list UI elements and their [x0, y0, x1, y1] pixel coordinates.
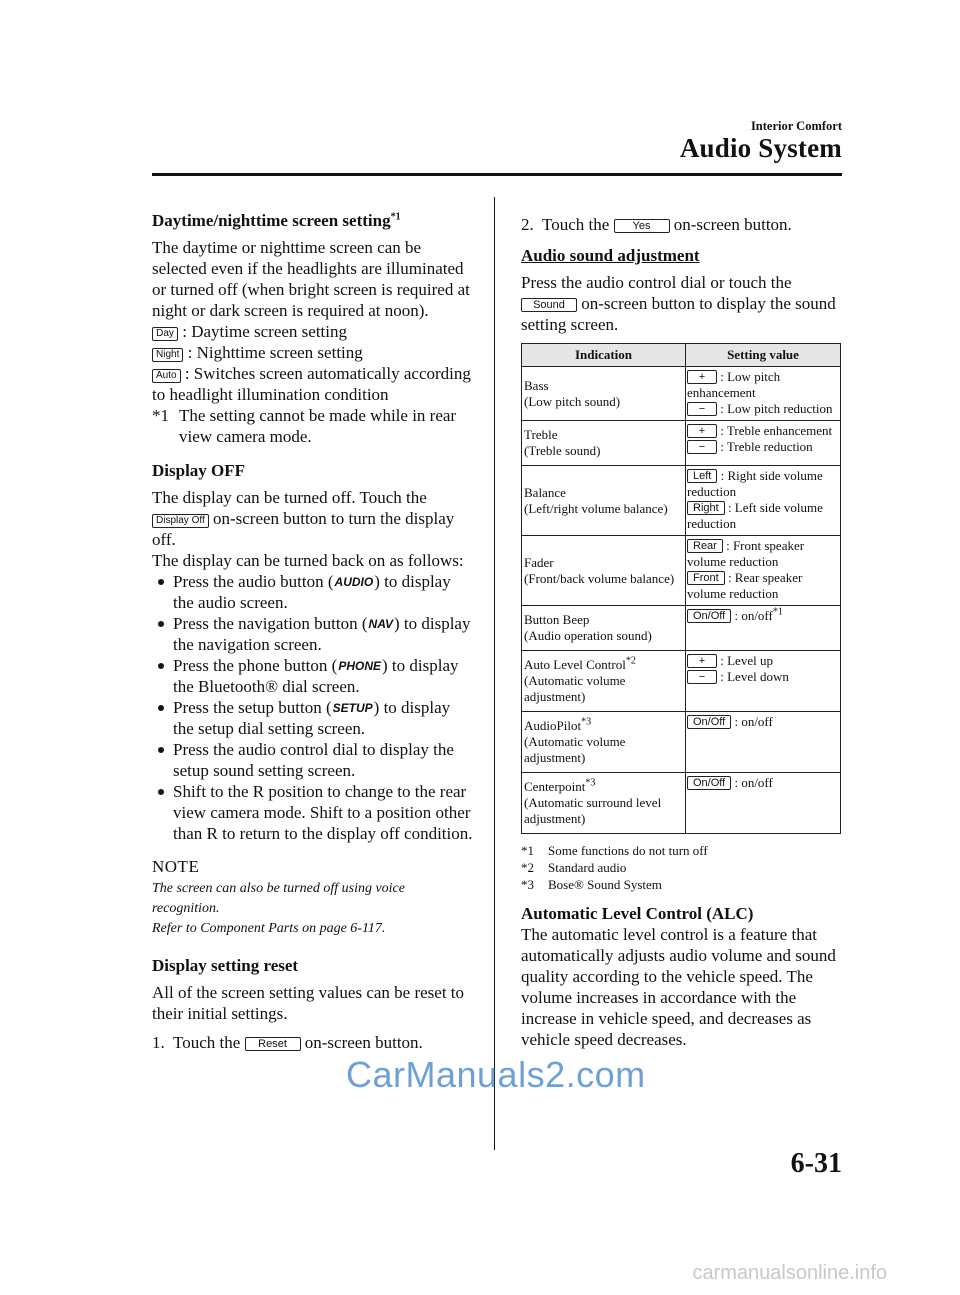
setting-value-cell — [686, 536, 841, 606]
sound-button-icon: Sound — [521, 298, 577, 312]
onscreen-button-icon: − — [687, 670, 717, 684]
setting-value-item: + : Low pitch enhancement — [687, 369, 781, 400]
footer-link[interactable]: carmanualsonline.info — [692, 1262, 887, 1284]
daynight-item-day: Day : Daytime screen setting — [152, 321, 474, 342]
note-text-1: The screen can also be turned off using voice recognition. — [152, 881, 405, 916]
watermark: CarManuals2.com — [346, 1054, 646, 1095]
reset-heading: Display setting reset — [152, 956, 299, 975]
column-divider — [494, 197, 495, 1150]
table-header-indication: Indication — [522, 344, 686, 367]
reset-step-2: 2. Touch the Yes on-screen button. — [521, 215, 792, 234]
chapter-title: Audio System — [679, 133, 842, 163]
setting-value-cell — [686, 651, 841, 712]
onscreen-button-icon: − — [687, 402, 717, 416]
reset-step-1: 1. Touch the Reset on-screen button. — [152, 1033, 423, 1052]
indication-cell: AudioPilot$^{*3}$ (Automatic volume adjustment) — [522, 712, 686, 773]
left-column — [152, 210, 474, 1053]
indication-cell: Auto Level Control$^{*2}$ (Automatic volume adjustment) — [522, 651, 686, 712]
table-header-setting-value: Setting value — [686, 344, 841, 367]
indication-cell: Treble (Treble sound) — [522, 421, 686, 466]
list-item: Press the audio control dial to display the setup sound setting screen. — [152, 739, 474, 781]
table-row — [522, 606, 841, 651]
table-row — [522, 466, 841, 536]
setting-value-item: Left : Right side volume reduction — [687, 468, 823, 499]
list-item: Press the navigation button (NAV) to display the navigation screen. — [152, 613, 474, 655]
header-rule — [152, 173, 842, 176]
day-button-icon: Day — [152, 327, 178, 341]
list-item: Shift to the R position to change to the rear view camera mode. Shift to a position other than R to return to the display off condition. — [152, 781, 474, 844]
note-heading: NOTE — [152, 857, 200, 876]
table-row — [522, 536, 841, 606]
display-off-body: The display can be turned off. Touch the Display Off on-screen button to turn the display off. — [152, 488, 455, 549]
table-row — [522, 421, 841, 466]
section-title: Interior Comfort — [750, 119, 842, 133]
onscreen-button-icon: On/Off — [687, 776, 731, 790]
right-column — [521, 214, 843, 1050]
note-text-2: Refer to Component Parts on page 6-117. — [152, 921, 386, 936]
phone-button-icon: PHONE — [338, 659, 382, 673]
indication-cell: Balance (Left/right volume balance) — [522, 466, 686, 536]
reset-button-icon: Reset — [245, 1037, 301, 1051]
list-item: Press the audio button (AUDIO) to display the audio screen. — [152, 571, 474, 613]
onscreen-button-icon: Right — [687, 501, 725, 515]
night-button-icon: Night — [152, 348, 183, 362]
daynight-item-auto: Auto : Switches screen automatically according to headlight illumination condition — [152, 364, 471, 404]
display-off-button-icon: Display Off — [152, 514, 209, 528]
alc-body: The automatic level control is a feature that automatically adjusts audio volume and sound quality according to the vehicle speed. The volume increases in accordance with the increase in vehicle speed, and decreases as vehicle speed decreases. — [521, 925, 836, 1049]
onscreen-button-icon: Left — [687, 469, 717, 483]
nav-button-icon: NAV — [368, 617, 393, 631]
setting-value-item: + : Level up — [687, 653, 840, 669]
setting-value-cell — [686, 773, 841, 834]
onscreen-button-icon: + — [687, 424, 717, 438]
list-item: Press the setup button (SETUP) to display the setup dial setting screen. — [152, 697, 474, 739]
setting-value-cell — [686, 606, 841, 651]
onscreen-button-icon: Front — [687, 571, 725, 585]
setting-value-item: Front : Rear speaker volume reduction — [687, 570, 803, 601]
daynight-footnote: *1 The setting cannot be made while in rear view camera mode. — [152, 406, 457, 446]
setting-value-item: On/Off : on/off — [687, 714, 840, 730]
onscreen-button-icon: + — [687, 654, 717, 668]
display-on-list — [152, 571, 474, 844]
audio-button-icon: AUDIO — [334, 575, 374, 589]
setting-value-item: On/Off : on/off$^{*1}$ — [687, 608, 840, 624]
table-row — [522, 773, 841, 834]
setting-value-item: Right : Left side volume reduction — [687, 500, 823, 531]
onscreen-button-icon: On/Off — [687, 715, 731, 729]
table-footnotes: *1 Some functions do not turn off *2 Standard audio *3 Bose® Sound System — [521, 843, 708, 892]
onscreen-button-icon: − — [687, 440, 717, 454]
indication-cell: Fader (Front/back volume balance) — [522, 536, 686, 606]
table-row — [522, 367, 841, 421]
setting-value-item: − : Treble reduction — [687, 439, 840, 455]
reset-body: All of the screen setting values can be reset to their initial settings. — [152, 983, 465, 1023]
alc-heading: Automatic Level Control (ALC) — [521, 904, 754, 923]
setting-value-cell — [686, 712, 841, 773]
display-on-intro: The display can be turned back on as follows: — [152, 551, 464, 570]
sound-heading: Audio sound adjustment — [521, 246, 700, 265]
setting-value-item: On/Off : on/off — [687, 775, 840, 791]
display-off-heading: Display OFF — [152, 461, 246, 480]
daynight-item-night: Night : Nighttime screen setting — [152, 342, 474, 363]
yes-button-icon: Yes — [614, 219, 670, 233]
daynight-body: The daytime or nighttime screen can be selected even if the headlights are illuminated or turned off (when bright screen is required at night or dark screen is required at noon). — [152, 238, 470, 320]
sound-settings-table — [521, 343, 841, 834]
sound-body: Press the audio control dial or touch the Sound on-screen button to display the sound setting screen. — [521, 273, 836, 334]
setup-button-icon: SETUP — [332, 701, 373, 715]
setting-value-item: + : Treble enhancement — [687, 423, 840, 439]
page-number: 6-31 — [790, 1148, 842, 1179]
table-row — [522, 651, 841, 712]
setting-value-item: − : Level down — [687, 669, 840, 685]
onscreen-button-icon: On/Off — [687, 609, 731, 623]
onscreen-button-icon: Rear — [687, 539, 723, 553]
onscreen-button-icon: + — [687, 370, 717, 384]
setting-value-item: − : Low pitch reduction — [687, 401, 840, 417]
indication-cell: Button Beep (Audio operation sound) — [522, 606, 686, 651]
daynight-heading: Daytime/nighttime screen setting$^{*1}$ — [152, 211, 401, 230]
setting-value-item: Rear : Front speaker volume reduction — [687, 538, 805, 569]
setting-value-cell — [686, 367, 841, 421]
setting-value-cell — [686, 421, 841, 466]
auto-button-icon: Auto — [152, 369, 181, 383]
setting-value-cell — [686, 466, 841, 536]
indication-cell: Bass (Low pitch sound) — [522, 367, 686, 421]
indication-cell: Centerpoint$^{*3}$ (Automatic surround level adjustment) — [522, 773, 686, 834]
list-item: Press the phone button (PHONE) to display the Bluetooth® dial screen. — [152, 655, 474, 697]
table-row — [522, 712, 841, 773]
